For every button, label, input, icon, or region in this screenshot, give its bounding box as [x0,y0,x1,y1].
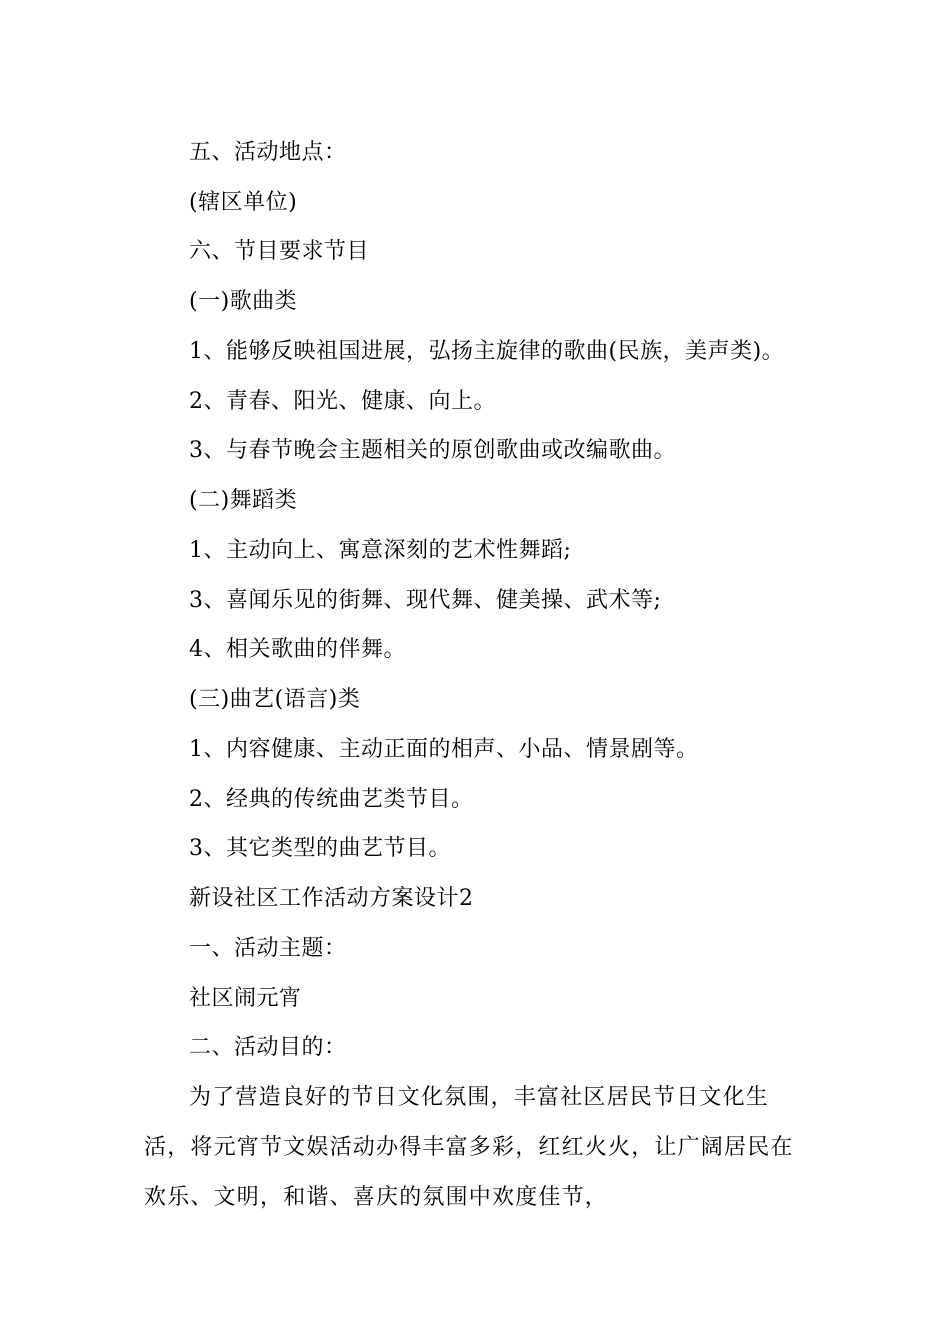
list-item: 2、青春、阳光、健康、向上。 [189,389,496,414]
section-heading-theme: 一、活动主题： [189,936,347,961]
list-item: 3、喜闻乐见的街舞、现代舞、健美操、武术等; [189,588,662,613]
list-item: 1、内容健康、主动正面的相声、小品、情景剧等。 [189,737,699,762]
theme-text: 社区闹元宵 [189,986,302,1011]
subheading-quyi: (三)曲艺(语言)类 [189,687,361,712]
section-heading-venue: 五、活动地点： [189,140,347,165]
list-item: 1、主动向上、寓意深刻的艺术性舞蹈; [189,538,572,563]
list-item: 3、与春节晚会主题相关的原创歌曲或改编歌曲。 [189,438,676,463]
list-item: 3、其它类型的曲艺节目。 [189,836,451,861]
section-heading-purpose: 二、活动目的： [189,1035,347,1060]
purpose-paragraph: 为了营造良好的节日文化氛围，丰富社区居民节日文化生活，将元宵节文娱活动办得丰富多彩，红红火火，让广阔居民在欢乐、文明，和谐、喜庆的氛围中欢度佳节， [144,1085,794,1210]
subheading-songs: (一)歌曲类 [189,289,298,314]
subheading-dance: (二)舞蹈类 [189,488,298,513]
venue-text: (辖区单位) [189,190,298,215]
list-item: 1、能够反映祖国进展，弘扬主旋律的歌曲(民族，美声类)。 [189,339,785,364]
plan-title: 新设社区工作活动方案设计2 [189,886,474,911]
list-item: 4、相关歌曲的伴舞。 [189,637,406,662]
section-heading-program-requirements: 六、节目要求节目 [189,239,370,264]
list-item: 2、经典的传统曲艺类节目。 [189,787,474,812]
